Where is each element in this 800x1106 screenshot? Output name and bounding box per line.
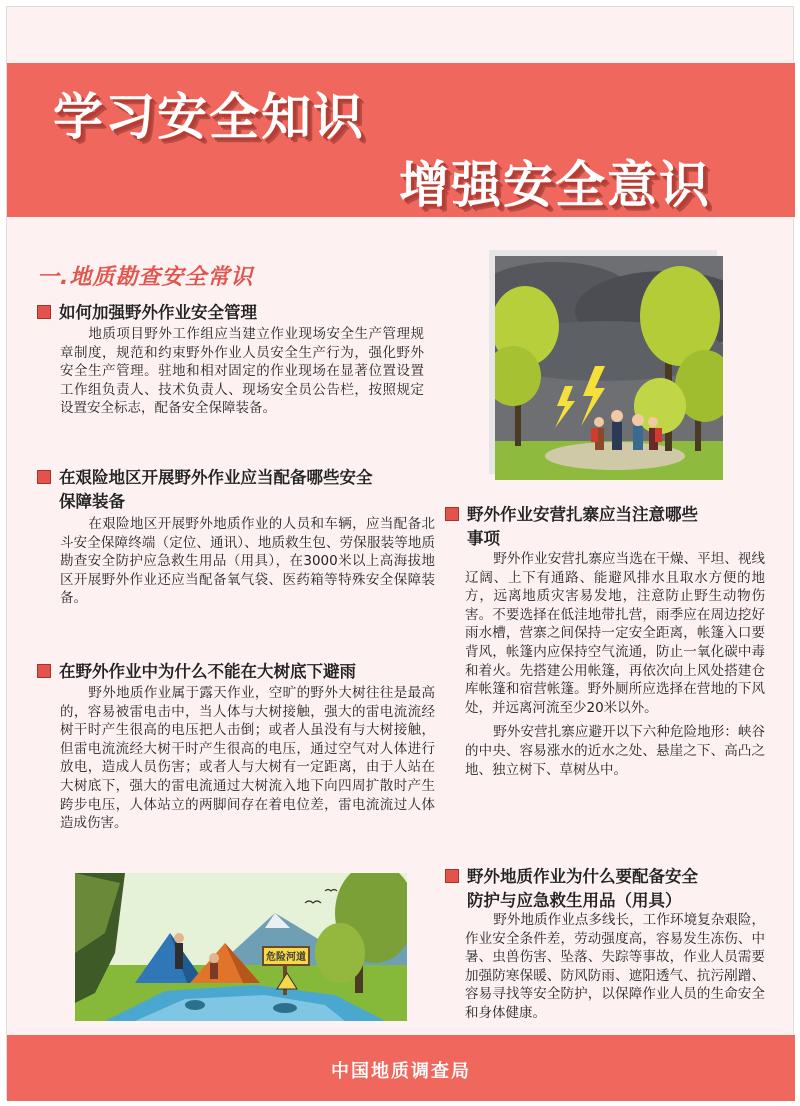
- section-4-heading: [445, 503, 785, 551]
- title-line-1: 学习安全知识: [53, 88, 365, 146]
- bullet-icon: [37, 305, 51, 319]
- section-2-title-line-2: 保障装备: [59, 492, 125, 511]
- section-2-title-line-1: 在艰险地区开展野外作业应当配备哪些安全: [59, 468, 373, 487]
- bullet-icon: [445, 507, 459, 521]
- footer-organization: 中国地质调查局: [331, 1061, 471, 1082]
- header-banner: [7, 63, 795, 217]
- section-4-text-1: 野外作业安营扎寨应当选在干燥、平坦、视线辽阔、上下有通路、能避风排水且取水方便的地方，远离地质灾害易发地，注意防止野生动物伤害。不要选择在低洼地带扎营，雨季应在周边挖好雨水槽，营寨之间保持一定安全距离，帐篷入口要背风，帐篷内应保持空气流通，防止一氧化碳中毒和着火。先搭建公用帐篷，再依次向上风处搭建仓库帐篷和宿营帐篷。野外厕所应选择在营地的下风处，并远离河流至少20米以外。: [465, 551, 765, 716]
- section-5-title-line-2: 防护与应急救生用品（用具）: [467, 891, 682, 910]
- section-heading: 一.地质勘查安全常识: [37, 265, 254, 290]
- thunderstorm-trees-image: [495, 256, 723, 480]
- camping-illustration: [75, 873, 407, 1021]
- section-2-text: 在艰险地区开展野外地质作业的人员和车辆，应当配备北斗安全保障终端（定位、通讯）、地质救生包、劳保服装等地质勘查安全防护应急救生用品（用具），在3000米以上高海拔地区开展野外作业还应当配备氧气袋、医药箱等特殊安全保障装备。: [60, 516, 435, 607]
- footer-banner: [7, 1035, 795, 1101]
- section-3-heading: [37, 660, 437, 684]
- section-1-title: 如何加强野外作业安全管理: [59, 303, 257, 322]
- section-4-title-line-2: 事项: [467, 529, 500, 548]
- section-2-body: [60, 515, 435, 608]
- section-5-text: 野外地质作业点多线长，工作环境复杂艰险，作业安全条件差，劳动强度高，容易发生冻伤、中暑、虫兽伤害、坠落、失踪等事故，作业人员需要加强防寒保暖、防风防雨、遮阳透气、抗污剐蹭、容易寻找等安全防护，以保障作业人员的生命安全和身体健康。: [465, 912, 765, 1021]
- poster: [6, 6, 794, 1100]
- storm-illustration: [495, 256, 723, 480]
- section-3-body: [60, 684, 435, 833]
- title-line-2: 增强安全意识: [399, 156, 711, 214]
- campsite-river-image: [75, 873, 407, 1021]
- section-3-title: 在野外作业中为什么不能在大树底下避雨: [59, 662, 356, 681]
- section-5-title-line-1: 野外地质作业为什么要配备安全: [467, 867, 698, 886]
- section-1-body: [60, 325, 424, 418]
- bullet-icon: [37, 470, 51, 484]
- section-3-text: 野外地质作业属于露天作业，空旷的野外大树往往是最高的，容易被雷电击中，当人体与大树接触，强大的雷电流流经树干时产生很高的电压把人击倒；或者人虽没有与大树接触，但雷电流流经大树干时产生很高的电压，通过空气对人体进行放电，造成人员伤害；或者人与大树有一定距离，由于人站在大树底下，强大的雷电流通过大树流入地下向四周扩散时产生跨步电压，人体站立的两脚间存在着电位差，雷电流流过人体造成伤害。: [60, 685, 435, 832]
- section-4-title-line-1: 野外作业安营扎寨应当注意哪些: [467, 505, 698, 524]
- section-1-heading: [37, 301, 417, 325]
- section-5-heading: [445, 865, 785, 913]
- section-4-body: [465, 550, 765, 779]
- section-2-heading: [37, 466, 437, 514]
- section-5-body: [465, 911, 765, 1023]
- danger-sign-text: 危险河道: [266, 952, 306, 963]
- section-1-text: 地质项目野外工作组应当建立作业现场安全生产管理规章制度，规范和约束野外作业人员安全生产行为，强化野外安全生产管理。驻地和相对固定的作业现场在显著位置设置工作组负责人、技术负责人、现场安全员公告栏，按照规定设置安全标志，配备安全保障装备。: [60, 326, 424, 417]
- section-4-text-2: 野外安营扎寨应避开以下六种危险地形：峡谷的中央、容易涨水的近水之处、悬崖之下、高凸之地、独立树下、草树丛中。: [465, 724, 765, 778]
- bullet-icon: [37, 664, 51, 678]
- bullet-icon: [445, 869, 459, 883]
